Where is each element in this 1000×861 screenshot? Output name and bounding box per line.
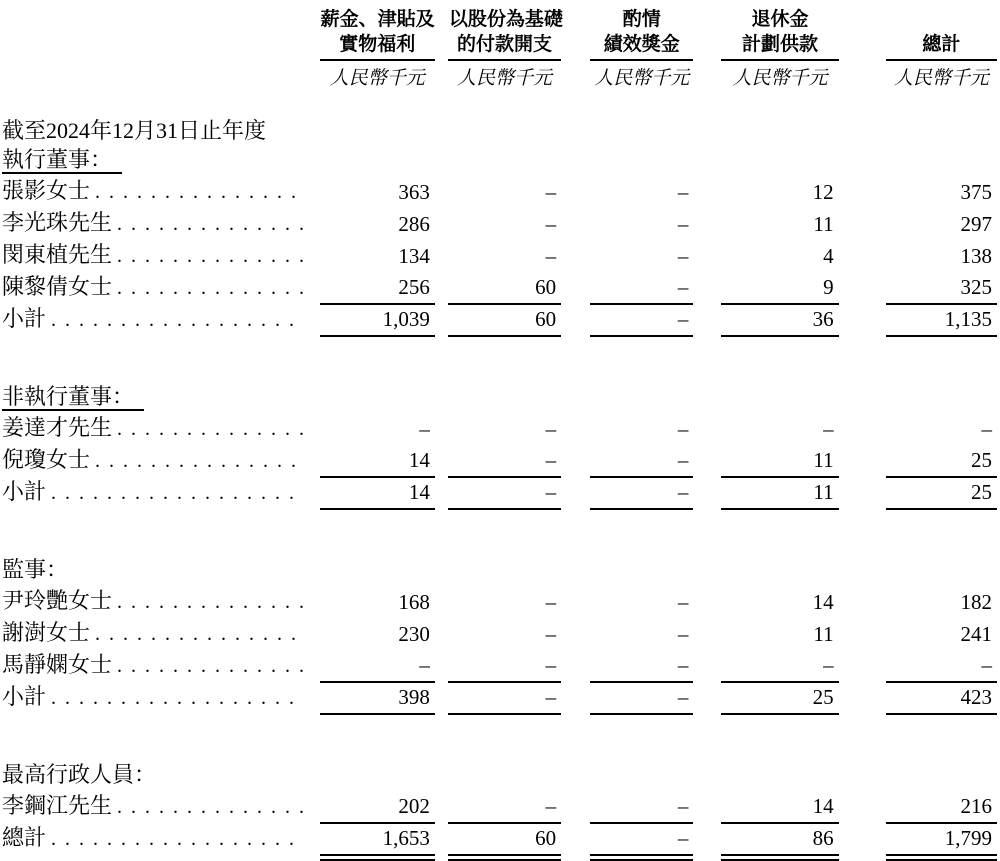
col-header-discretionary-bonus (590, 6, 693, 60)
column-gap (303, 823, 320, 855)
dot-leader (112, 796, 303, 819)
row-label-cell (2, 445, 303, 477)
value-cell: – (677, 417, 689, 441)
dot-leader (112, 277, 303, 300)
dot-leader (112, 418, 303, 441)
dot-leader (90, 623, 303, 646)
row-label: 總計 (2, 826, 47, 850)
row-label: 小計 (2, 685, 47, 709)
table-header (2, 6, 997, 116)
row-label: 馬靜嫻女士 (2, 653, 113, 677)
value-cell: 25 (886, 477, 997, 509)
section-spacer (2, 336, 997, 383)
section-header-cell (2, 761, 997, 791)
col-header-pension-contributions (721, 6, 838, 60)
remuneration-table (2, 6, 997, 861)
dot-leader (46, 482, 303, 505)
value-cell: 60 (448, 304, 561, 336)
col-header-line: 總計 (922, 34, 961, 55)
table-row (2, 682, 997, 714)
value-cell: 375 (960, 180, 992, 204)
value-cell: 4 (823, 244, 834, 268)
column-gap (435, 855, 448, 860)
table-row (2, 176, 997, 208)
value-cell: 25 (886, 445, 997, 477)
value-cell: 14 (812, 590, 834, 614)
row-label: 陳黎倩女士 (2, 275, 113, 299)
value-cell: 11 (721, 477, 838, 509)
spacer-cell (2, 714, 997, 761)
value-cell: – (677, 180, 689, 204)
value-cell: 11 (813, 212, 834, 236)
row-label-wrap (2, 416, 303, 441)
value-cell: – (590, 272, 693, 304)
double-rule-line (590, 855, 693, 860)
column-gap (561, 272, 590, 304)
row-label-cell (2, 413, 303, 445)
column-gap (693, 791, 721, 823)
value-cell: 325 (886, 272, 997, 304)
value-cell: – (677, 212, 689, 236)
column-gap (839, 618, 886, 650)
column-gap (435, 823, 448, 855)
table-row (2, 272, 997, 304)
column-gap (693, 208, 721, 240)
section-label: 最高行政人員： (2, 762, 157, 787)
value-cell: – (677, 244, 689, 268)
column-gap (303, 272, 320, 304)
column-gap (435, 240, 448, 272)
row-label: 姜達才先生 (2, 416, 113, 440)
value-cell: 286 (398, 212, 430, 236)
value-cell: 14 (721, 791, 838, 823)
column-gap (561, 855, 590, 860)
value-cell: 1,135 (886, 304, 997, 336)
double-rule-line (721, 855, 838, 860)
column-gap (693, 304, 721, 336)
col-header-line: 計劃供款 (741, 34, 818, 55)
header-unit-row (2, 60, 997, 116)
value-cell: 241 (960, 622, 992, 646)
value-cell: 12 (812, 180, 834, 204)
column-gap (561, 6, 590, 60)
row-label-cell (2, 208, 303, 240)
column-gap (303, 618, 320, 650)
col-header-line: 薪金、津貼及 (320, 9, 435, 30)
section-header-cell (2, 146, 997, 176)
column-gap (839, 60, 886, 116)
value-cell: 134 (398, 244, 430, 268)
value-cell: – (448, 682, 561, 714)
header-blank (2, 60, 303, 116)
header-blank (2, 6, 303, 60)
row-label-wrap (2, 653, 303, 678)
table-body (2, 116, 997, 860)
column-gap (561, 618, 590, 650)
value-cell: 363 (398, 180, 430, 204)
column-gap (839, 240, 886, 272)
value-cell: 168 (398, 590, 430, 614)
row-label-cell (2, 618, 303, 650)
column-gap (435, 208, 448, 240)
column-gap (435, 6, 448, 60)
column-gap (303, 682, 320, 714)
row-label-wrap (2, 621, 303, 646)
row-label-cell (2, 586, 303, 618)
column-gap (303, 413, 320, 445)
value-cell: 25 (721, 682, 838, 714)
row-label-cell (2, 176, 303, 208)
value-cell: 256 (320, 272, 435, 304)
value-cell: 398 (320, 682, 435, 714)
value-cell: – (419, 417, 430, 441)
row-label-wrap (2, 826, 303, 851)
column-gap (561, 413, 590, 445)
row-label-cell (2, 272, 303, 304)
value-cell: 11 (813, 622, 834, 646)
row-label: 倪瓊女士 (2, 448, 91, 472)
value-cell: – (590, 791, 693, 823)
section-header-cell (2, 556, 997, 586)
value-cell: – (545, 622, 557, 646)
value-cell: – (590, 445, 693, 477)
value-cell: 60 (448, 272, 561, 304)
col-header-line: 的付款開支 (456, 34, 552, 55)
column-gap (693, 240, 721, 272)
column-gap (693, 618, 721, 650)
column-gap (839, 445, 886, 477)
column-gap (839, 855, 886, 860)
column-gap (839, 650, 886, 682)
double-rule-row (2, 855, 997, 860)
column-gap (435, 445, 448, 477)
column-gap (303, 650, 320, 682)
column-gap (561, 176, 590, 208)
value-cell: 230 (398, 622, 430, 646)
row-label-wrap (2, 448, 303, 473)
column-gap (839, 176, 886, 208)
row-label-cell (2, 682, 303, 714)
column-gap (561, 477, 590, 509)
col-header-total (886, 6, 997, 60)
column-gap (435, 304, 448, 336)
value-cell: – (545, 244, 557, 268)
row-label-wrap (2, 179, 303, 204)
table-row (2, 650, 997, 682)
value-cell: – (545, 590, 557, 614)
column-gap (693, 682, 721, 714)
currency-unit-label: 人民幣千元 (594, 68, 690, 89)
table-row (2, 823, 997, 855)
value-cell: 14 (320, 445, 435, 477)
value-cell: – (545, 180, 557, 204)
value-cell: – (448, 477, 561, 509)
section-header-row (2, 761, 997, 791)
row-label-wrap (2, 307, 303, 332)
table-row (2, 445, 997, 477)
column-gap (435, 791, 448, 823)
table-row (2, 240, 997, 272)
column-gap (561, 445, 590, 477)
column-gap (839, 791, 886, 823)
section-header-row (2, 383, 997, 413)
column-gap (839, 477, 886, 509)
column-gap (435, 477, 448, 509)
row-label-cell (2, 823, 303, 855)
double-rule-blank (2, 855, 303, 860)
dot-leader (46, 828, 303, 851)
value-cell: – (590, 823, 693, 855)
column-gap (303, 304, 320, 336)
column-gap (693, 60, 721, 116)
column-gap (561, 208, 590, 240)
column-gap (839, 304, 886, 336)
value-cell: – (981, 417, 992, 441)
row-label: 李光珠先生 (2, 211, 113, 235)
table-row (2, 208, 997, 240)
value-cell: – (721, 650, 838, 682)
dot-leader (112, 245, 303, 268)
value-cell: 11 (721, 445, 838, 477)
column-gap (561, 240, 590, 272)
column-gap (303, 60, 320, 116)
column-gap (435, 176, 448, 208)
section-header-cell (2, 383, 997, 413)
row-label-wrap (2, 685, 303, 710)
dot-leader (90, 450, 303, 473)
row-label-wrap (2, 243, 303, 268)
column-gap (693, 272, 721, 304)
column-gap (435, 413, 448, 445)
value-cell: – (823, 417, 834, 441)
row-label-cell (2, 791, 303, 823)
col-header-line: 以股份為基礎 (448, 9, 563, 30)
spacer-cell (2, 336, 997, 383)
column-gap (561, 586, 590, 618)
value-cell: 60 (448, 823, 561, 855)
column-gap (303, 477, 320, 509)
col-header-line: 實物福利 (339, 34, 416, 55)
value-cell: – (677, 622, 689, 646)
row-label-cell (2, 240, 303, 272)
section-spacer (2, 509, 997, 556)
row-label: 小計 (2, 307, 47, 331)
value-cell: 9 (721, 272, 838, 304)
column-gap (303, 586, 320, 618)
double-rule-line (886, 855, 997, 860)
column-gap (303, 6, 320, 60)
value-cell: – (320, 650, 435, 682)
row-label-wrap (2, 589, 303, 614)
currency-unit-label: 人民幣千元 (732, 68, 828, 89)
table-row (2, 618, 997, 650)
dot-leader (112, 213, 303, 236)
row-label-cell (2, 304, 303, 336)
spacer-cell (2, 509, 997, 556)
row-label: 謝澍女士 (2, 621, 91, 645)
currency-unit-label: 人民幣千元 (456, 68, 552, 89)
value-cell: 1,799 (886, 823, 997, 855)
column-gap (839, 413, 886, 445)
column-gap (839, 586, 886, 618)
header-title-row (2, 6, 997, 60)
dot-leader (90, 181, 303, 204)
value-cell: 216 (886, 791, 997, 823)
column-gap (561, 650, 590, 682)
column-gap (839, 208, 886, 240)
row-label-wrap (2, 794, 303, 819)
column-gap (303, 240, 320, 272)
value-cell: 138 (960, 244, 992, 268)
value-cell: 297 (960, 212, 992, 236)
column-gap (435, 618, 448, 650)
column-gap (693, 477, 721, 509)
column-gap (561, 304, 590, 336)
column-gap (561, 60, 590, 116)
row-label: 閔東植先生 (2, 243, 113, 267)
column-gap (303, 208, 320, 240)
col-header-salary-allowances (320, 6, 435, 60)
col-header-line: 績效獎金 (603, 34, 680, 55)
column-gap (839, 823, 886, 855)
col-header-share-based-payment (448, 6, 561, 60)
column-gap (693, 855, 721, 860)
value-cell: – (448, 445, 561, 477)
column-gap (693, 176, 721, 208)
dot-leader (46, 687, 303, 710)
currency-unit-label: 人民幣千元 (329, 68, 425, 89)
column-gap (839, 682, 886, 714)
row-label: 張影女士 (2, 179, 91, 203)
dot-leader (112, 655, 303, 678)
value-cell: – (590, 477, 693, 509)
value-cell: 202 (320, 791, 435, 823)
caption-row (2, 116, 997, 146)
value-cell: – (448, 791, 561, 823)
value-cell: – (590, 304, 693, 336)
value-cell: – (590, 682, 693, 714)
row-label: 小計 (2, 480, 47, 504)
column-gap (435, 650, 448, 682)
column-gap (435, 272, 448, 304)
dot-leader (46, 309, 303, 332)
column-gap (693, 650, 721, 682)
section-label: 非執行董事： (2, 384, 144, 411)
row-label-cell (2, 650, 303, 682)
section-spacer (2, 714, 997, 761)
column-gap (303, 445, 320, 477)
column-gap (839, 6, 886, 60)
column-gap (693, 413, 721, 445)
section-label: 監事： (2, 557, 69, 582)
section-header-row (2, 556, 997, 586)
value-cell: – (590, 650, 693, 682)
double-rule-line (320, 855, 435, 860)
value-cell: 1,039 (320, 304, 435, 336)
value-cell: – (545, 417, 557, 441)
column-gap (561, 791, 590, 823)
table-row (2, 477, 997, 509)
period-caption: 截至2024年12月31日止年度 (2, 118, 267, 143)
column-gap (303, 176, 320, 208)
col-header-line: 退休金 (751, 9, 809, 30)
column-gap (693, 586, 721, 618)
table-row (2, 586, 997, 618)
value-cell: 423 (886, 682, 997, 714)
column-gap (693, 445, 721, 477)
column-gap (435, 682, 448, 714)
value-cell: 1,653 (320, 823, 435, 855)
double-rule-line (448, 855, 561, 860)
table-row (2, 413, 997, 445)
column-gap (839, 272, 886, 304)
row-label-wrap (2, 275, 303, 300)
section-header-row (2, 146, 997, 176)
column-gap (693, 6, 721, 60)
currency-unit-label: 人民幣千元 (893, 68, 989, 89)
value-cell: – (886, 650, 997, 682)
value-cell: 182 (960, 590, 992, 614)
row-label-cell (2, 477, 303, 509)
value-cell: – (677, 590, 689, 614)
value-cell: 86 (721, 823, 838, 855)
row-label-wrap (2, 480, 303, 505)
row-label: 尹玲艷女士 (2, 589, 113, 613)
column-gap (561, 682, 590, 714)
table-row (2, 791, 997, 823)
column-gap (561, 823, 590, 855)
column-gap (435, 586, 448, 618)
dot-leader (112, 591, 303, 614)
value-cell: – (545, 212, 557, 236)
column-gap (303, 855, 320, 860)
column-gap (693, 823, 721, 855)
section-label: 執行董事： (2, 147, 122, 174)
row-label-wrap (2, 211, 303, 236)
table-row (2, 304, 997, 336)
value-cell: 36 (721, 304, 838, 336)
value-cell: – (448, 650, 561, 682)
col-header-line: 酌情 (622, 9, 661, 30)
column-gap (303, 791, 320, 823)
row-label: 李鋼江先生 (2, 794, 113, 818)
value-cell: 14 (320, 477, 435, 509)
column-gap (435, 60, 448, 116)
